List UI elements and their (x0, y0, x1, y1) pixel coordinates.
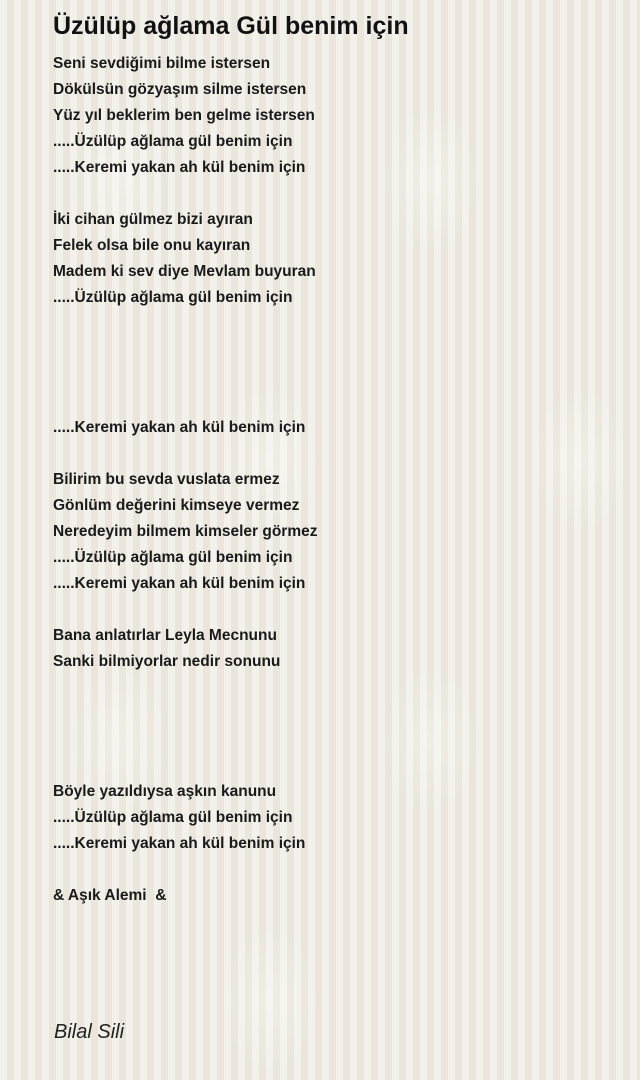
poem-line: Dökülsün gözyaşım silme istersen (53, 81, 307, 98)
poem-line: Felek olsa bile onu kayıran (53, 237, 251, 254)
stanza-gap (53, 363, 613, 389)
poem-body (53, 51, 613, 909)
stanza-gap (53, 389, 613, 415)
poem-title: Üzülüp ağlama Gül benim için (53, 12, 409, 40)
poem-line: .....Üzülüp ağlama gül benim için (53, 549, 293, 566)
poem-line: Neredeyim bilmem kimseler görmez (53, 523, 318, 540)
stanza-gap (53, 753, 613, 779)
poem-line: Seni sevdiğimi bilme istersen (53, 55, 271, 72)
poem-line: .....Keremi yakan ah kül benim için (53, 575, 306, 592)
poem-line: .....Keremi yakan ah kül benim için (53, 159, 306, 176)
poem-author: Bilal Sili (54, 1021, 125, 1043)
poem-line: .....Keremi yakan ah kül benim için (53, 419, 306, 436)
poem-line: .....Üzülüp ağlama gül benim için (53, 289, 293, 306)
stanza-gap (53, 597, 613, 623)
poem-line: Madem ki sev diye Mevlam buyuran (53, 263, 316, 280)
stanza-gap (53, 857, 613, 883)
stanza-gap (53, 181, 613, 207)
poem-line: & Aşık Alemi & (53, 887, 167, 904)
poem-line: Yüz yıl beklerim ben gelme istersen (53, 107, 315, 124)
poem-line: İki cihan gülmez bizi ayıran (53, 211, 253, 228)
poem-line: Bilirim bu sevda vuslata ermez (53, 471, 280, 488)
poem-line: Böyle yazıldıysa aşkın kanunu (53, 783, 277, 800)
poem-line: Sanki bilmiyorlar nedir sonunu (53, 653, 281, 670)
stanza-gap (53, 337, 613, 363)
poem-line: .....Üzülüp ağlama gül benim için (53, 133, 293, 150)
poem-line: .....Keremi yakan ah kül benim için (53, 835, 306, 852)
stanza-gap (53, 311, 613, 337)
poem-line: .....Üzülüp ağlama gül benim için (53, 809, 293, 826)
poem-line: Bana anlatırlar Leyla Mecnunu (53, 627, 277, 644)
poem-line: Gönlüm değerini kimseye vermez (53, 497, 300, 514)
stanza-gap (53, 701, 613, 727)
stanza-gap (53, 441, 613, 467)
stanza-gap (53, 727, 613, 753)
stanza-gap (53, 675, 613, 701)
